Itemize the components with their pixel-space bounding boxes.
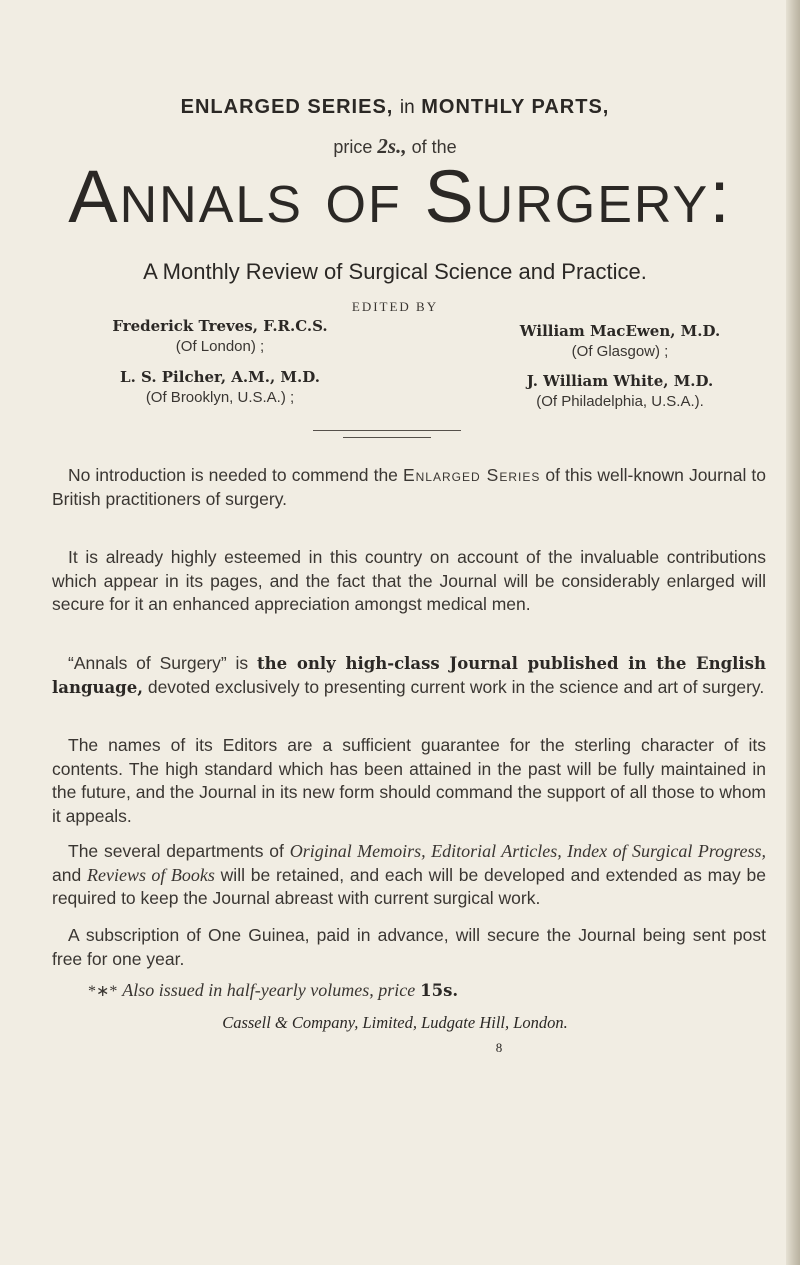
text: and (52, 864, 82, 885)
price-amount: 2s., (377, 134, 407, 158)
editor-name: J. William White, M.D. (526, 372, 714, 390)
text: “Annals of Surgery” is (68, 653, 249, 673)
editor-name: Frederick Treves, F.R.C.S. (112, 317, 328, 335)
text: Also issued in half-yearly volumes, price (122, 980, 416, 1000)
editor-place: (Of Philadelphia, U.S.A.). (536, 393, 704, 410)
half-yearly-price: 15s. (420, 981, 459, 1000)
text: The several departments of (68, 841, 284, 861)
editor-name: L. S. Pilcher, A.M., M.D. (120, 368, 320, 386)
text: No introduction is needed to commend the (68, 465, 398, 485)
editor-name: William MacEwen, M.D. (519, 322, 721, 340)
page-number: 8 (495, 1040, 503, 1055)
edited-by-label: EDITED BY (351, 299, 439, 314)
paragraph-departments (52, 840, 766, 911)
paragraph-half-yearly (52, 979, 766, 1004)
series-label: ENLARGED SERIES, (180, 96, 394, 118)
enlarged-series-text: Enlarged Series (402, 465, 541, 485)
price-prefix: price (333, 137, 373, 157)
divider-rule (313, 430, 461, 431)
text: of this well-known Journal to British practitioners of surgery. (52, 465, 766, 509)
journal-subtitle: A Monthly Review of Surgical Science and Practice. (143, 259, 647, 284)
divider-rule-short (343, 437, 431, 438)
paragraph-subscription: A subscription of One Guinea, paid in advance, will secure the Journal being sent post free for one year. (52, 925, 766, 969)
series-heading (0, 96, 790, 119)
paragraph-esteem: It is already highly esteemed in this country on account of the invaluable contributions which appear in its pages, and the fact that the Journal will be considerably enlarged will secure for it an enhanced appreciation amongst medical men. (52, 547, 766, 614)
paragraph-editors: The names of its Editors are a sufficient guarantee for the sterling character of its contents. The high standard which has been attained in the past will be fully maintained in the future, and the Journal in its new form should command the support of all those to whom it appeals. (52, 735, 766, 826)
editor-white (460, 372, 780, 410)
text: will be retained, and each will be developed and extended as may be required to keep the Journal abreast with current surgical work. (52, 864, 767, 908)
reviews-department: Reviews of Books (87, 864, 215, 885)
series-parts: MONTHLY PARTS, (421, 96, 610, 118)
departments-list: Original Memoirs, Editorial Articles, Index of Surgical Progress, (289, 841, 766, 861)
paragraph-introduction (52, 464, 766, 511)
editor-place: (Of London) ; (175, 338, 265, 355)
asterism-icon: *∗* (88, 983, 118, 1000)
text: devoted exclusively to presenting current work in the science and art of surgery. (147, 676, 765, 697)
editor-place: (Of Glasgow) ; (571, 343, 669, 360)
editor-pilcher (75, 368, 365, 406)
series-in: in (399, 97, 415, 118)
editor-macewen (470, 322, 770, 360)
editor-treves (75, 317, 365, 355)
publisher-imprint: Cassell & Company, Limited, Ludgate Hill, London. (222, 1013, 568, 1032)
emphasis-text: the only high-class Journal published in the English language, (52, 654, 766, 697)
paragraph-only-journal (52, 652, 766, 699)
editor-place: (Of Brooklyn, U.S.A.) ; (145, 389, 295, 406)
price-suffix: of the (411, 137, 457, 157)
journal-title: Annals of Surgery: (68, 155, 732, 238)
